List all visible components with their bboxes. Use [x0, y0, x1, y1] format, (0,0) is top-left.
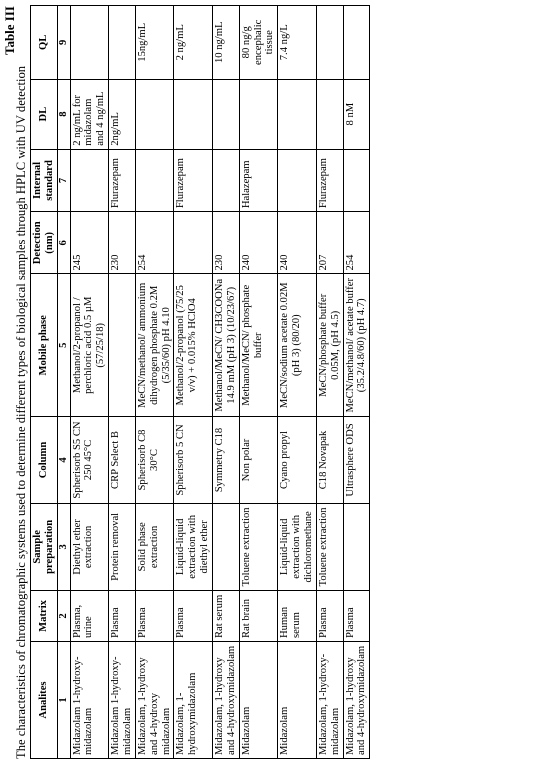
- column-number: 4: [57, 417, 70, 504]
- column-number: 1: [57, 642, 70, 759]
- cell-sample-preparation: [213, 503, 240, 590]
- cell-mobile-phase: MeCN/phosphate buffer 0.05M, (pH 4.5): [316, 274, 343, 417]
- cell-ql: [70, 6, 109, 80]
- cell-ql: [343, 6, 370, 80]
- cell-dl: 2ng/mL: [109, 79, 136, 149]
- table-row: [135, 6, 174, 759]
- cell-mobile-phase: Methanol/MeCN/ CH3COONa 14.9 mM (pH 3) (10/23/67): [213, 274, 240, 417]
- table-row: [316, 6, 343, 759]
- cell-detection: 245: [70, 212, 109, 274]
- cell-column: CRP Select B: [109, 417, 136, 504]
- cell-column: Ultrasphere ODS: [343, 417, 370, 504]
- cell-column: Cyano propyl: [278, 417, 317, 504]
- cell-sample-preparation: Protein removal: [109, 503, 136, 590]
- header-dl: DL: [31, 79, 58, 149]
- cell-mobile-phase: MeCN/methanol/ ammonium dihydrogen phosphate 0.2M (5/35/60) pH 4.10: [135, 274, 174, 417]
- cell-dl: [213, 79, 240, 149]
- cell-analites: Midazolam: [239, 642, 278, 759]
- cell-ql: 2 ng/mL: [174, 6, 213, 80]
- cell-detection: 240: [278, 212, 317, 274]
- cell-column: Non polar: [239, 417, 278, 504]
- cell-mobile-phase: [109, 274, 136, 417]
- table-row: [174, 6, 213, 759]
- cell-sample-preparation: Liquid-liquid extraction with diethyl ether: [174, 503, 213, 590]
- cell-matrix: Plasma: [174, 590, 213, 641]
- cell-analites: Midazolam, 1-hydroxy and 4-hydroxy midazolam: [135, 642, 174, 759]
- header-sample-preparation: Sample preparation: [31, 503, 58, 590]
- header-analites: Analites: [31, 642, 58, 759]
- cell-ql: 80 ng/g encephalic tissue: [239, 6, 278, 80]
- table-row: [213, 6, 240, 759]
- cell-analites: Midazolam: [278, 642, 317, 759]
- cell-mobile-phase: Methanol/2-propanol (75/25 v/v) + 0.015% HClO4: [174, 274, 213, 417]
- cell-matrix: Plasma: [135, 590, 174, 641]
- table-row: [70, 6, 109, 759]
- cell-detection: 254: [343, 212, 370, 274]
- table-row: [343, 6, 370, 759]
- cell-detection: 230: [109, 212, 136, 274]
- cell-dl: [278, 79, 317, 149]
- table-row: [109, 6, 136, 759]
- cell-sample-preparation: Toluene extraction: [316, 503, 343, 590]
- column-number: 8: [57, 79, 70, 149]
- cell-internal-standard: Halazepam: [239, 149, 278, 211]
- cell-internal-standard: [278, 149, 317, 211]
- cell-column: Spherisorb S5 CN 250 45°C: [70, 417, 109, 504]
- column-number: 6: [57, 212, 70, 274]
- cell-analites: Midazolam, 1-hydroxy and 4-hydroxymidazolam: [213, 642, 240, 759]
- cell-internal-standard: [213, 149, 240, 211]
- cell-dl: [135, 79, 174, 149]
- cell-detection: 207: [316, 212, 343, 274]
- cell-matrix: Plasma: [316, 590, 343, 641]
- cell-dl: [239, 79, 278, 149]
- cell-column: Symmetry C18: [213, 417, 240, 504]
- cell-dl: 2 ng/mL for midazolam and 4 ng/mL: [70, 79, 109, 149]
- cell-sample-preparation: Solid phase extraction: [135, 503, 174, 590]
- cell-sample-preparation: Diethyl ether extraction: [70, 503, 109, 590]
- column-number: 3: [57, 503, 70, 590]
- cell-matrix: Plasma: [343, 590, 370, 641]
- cell-ql: 7.4 ng/L: [278, 6, 317, 80]
- cell-ql: 10 ng/mL: [213, 6, 240, 80]
- cell-detection: 254: [135, 212, 174, 274]
- cell-detection: [174, 212, 213, 274]
- cell-internal-standard: Flurazepam: [174, 149, 213, 211]
- table-row: [278, 6, 317, 759]
- header-ql: QL: [31, 6, 58, 80]
- header-mobile-phase: Mobile phase: [31, 274, 58, 417]
- cell-dl: 8 nM: [343, 79, 370, 149]
- header-matrix: Matrix: [31, 590, 58, 641]
- cell-internal-standard: [135, 149, 174, 211]
- cell-analites: Midazolam, 1-hydroxy and 4-hydroxymidazolam: [343, 642, 370, 759]
- column-number: 9: [57, 6, 70, 80]
- column-number: 5: [57, 274, 70, 417]
- cell-sample-preparation: [343, 503, 370, 590]
- cell-column: Spherisorb 5 CN: [174, 417, 213, 504]
- cell-detection: 240: [239, 212, 278, 274]
- header-detection: Detection (nm): [31, 212, 58, 274]
- cell-column: C18 Novapak: [316, 417, 343, 504]
- cell-internal-standard: Flurazepam: [109, 149, 136, 211]
- column-number-row: [57, 6, 70, 759]
- cell-mobile-phase: MeCN/methanol/ acetate buffer (35.2/4.8/60) (pH 4.7): [343, 274, 370, 417]
- cell-analites: Midazolam, 1-hydroxymidazolam: [174, 642, 213, 759]
- cell-matrix: Rat brain: [239, 590, 278, 641]
- cell-column: Spherisorb C8 30°C: [135, 417, 174, 504]
- cell-matrix: Plasma, urine: [70, 590, 109, 641]
- cell-mobile-phase: MeCN/sodium acetate 0.02M (pH 3) (80/20): [278, 274, 317, 417]
- cell-dl: [174, 79, 213, 149]
- cell-matrix: Rat serum: [213, 590, 240, 641]
- header-internal-standard: Internal standard: [31, 149, 58, 211]
- header-column: Column: [31, 417, 58, 504]
- cell-analites: Midazolam 1-hydroxy-midazolam: [70, 642, 109, 759]
- table-label: Table III: [2, 6, 17, 56]
- cell-detection: 230: [213, 212, 240, 274]
- column-number: 7: [57, 149, 70, 211]
- header-row: [31, 6, 58, 759]
- table-caption: The characteristics of chromatographic systems used to determine different types of biological samples through HPLC with UV detection: [14, 65, 28, 759]
- cell-analites: Midazolam, 1-hydroxy-midazolam: [316, 642, 343, 759]
- cell-ql: [109, 6, 136, 80]
- cell-ql: 15ng/mL: [135, 6, 174, 80]
- cell-internal-standard: [70, 149, 109, 211]
- chromatography-table: [30, 5, 370, 759]
- cell-mobile-phase: Methanol/2-propanol / perchloric acid 0.5 µM (57/25/18): [70, 274, 109, 417]
- cell-internal-standard: [343, 149, 370, 211]
- cell-mobile-phase: Methanol/MeCN/ phosphate buffer: [239, 274, 278, 417]
- table-row: [239, 6, 278, 759]
- cell-sample-preparation: Toluene extraction: [239, 503, 278, 590]
- cell-dl: [316, 79, 343, 149]
- cell-analites: Midazolam 1-hydroxy-midazolam: [109, 642, 136, 759]
- cell-internal-standard: Flurazepam: [316, 149, 343, 211]
- cell-matrix: Human serum: [278, 590, 317, 641]
- cell-ql: [316, 6, 343, 80]
- column-number: 2: [57, 590, 70, 641]
- cell-matrix: Plasma: [109, 590, 136, 641]
- cell-sample-preparation: Liquid-liquid extraction with dichloromethane: [278, 503, 317, 590]
